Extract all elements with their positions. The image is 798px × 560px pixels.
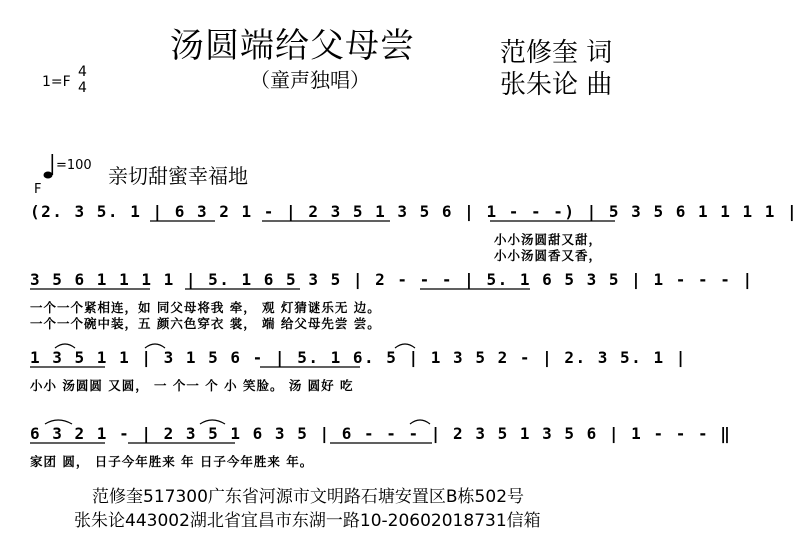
score-line-2-lyric-2: 一个一个碗中装，五 颜六色穿衣 裳， 端 给父母先尝 尝。 xyxy=(30,316,381,331)
key-signature: 1=F xyxy=(42,74,71,90)
song-subtitle: （童声独唱） xyxy=(250,68,370,92)
lyricist-credit: 范修奎 词 xyxy=(500,38,613,68)
expression-text: 亲切甜蜜幸福地 xyxy=(108,164,248,188)
tempo-marking: =100 xyxy=(56,158,92,173)
footer-address-lyricist: 范修奎517300广东省河源市文明路石塘安置区B栋502号 xyxy=(92,487,525,507)
composer-credit: 张朱论 曲 xyxy=(500,70,613,100)
score-line-3-lyric-1: 小小 汤圆圆 又圆， 一 个一 个 小 笑脸。 汤 圆好 吃 xyxy=(30,378,354,393)
song-title: 汤圆端给父母尝 xyxy=(170,26,415,66)
tempo-mark-letter: F xyxy=(34,182,42,197)
meter-bottom: 4 xyxy=(78,80,87,96)
footer-address-composer: 张朱论443002湖北省宜昌市东湖一路10-20602018731信箱 xyxy=(74,511,541,531)
score-line-3-notes: 1 3 5 1 1 | 3 1 5 6 - | 5. 1 6. 5 | 1 3 5 2 - | 2. 3 5. 1 | xyxy=(30,348,687,367)
score-line-1-notes: (2. 3 5. 1 | 6 3 2 1 - | 2 3 5 1 3 5 6 | 1 - - -) | 5 3 5 6 1 1 1 1 | xyxy=(30,202,798,221)
score-line-4-lyric-1: 家团 圆， 日子今年胜来 年 日子今年胜来 年。 xyxy=(30,454,314,469)
score-line-4-notes: 6 3 2 1 - | 2 3 5 1 6 3 5 | 6 - - - | 2 3 5 1 3 5 6 | 1 - - - ‖ xyxy=(30,424,732,443)
score-line-1-lyric-1: 小小汤圆甜又甜， xyxy=(494,232,603,247)
score-line-1-lyric-2: 小小汤圆香又香， xyxy=(494,248,603,263)
score-line-2-lyric-1: 一个一个紧相连，如 同父母将我 牵， 观 灯猜谜乐无 边。 xyxy=(30,300,381,315)
score-line-2-notes: 3 5 6 1 1 1 1 | 5. 1 6 5 3 5 | 2 - - - | 5. 1 6 5 3 5 | 1 - - - | xyxy=(30,270,754,289)
meter-top: 4 xyxy=(78,64,87,80)
